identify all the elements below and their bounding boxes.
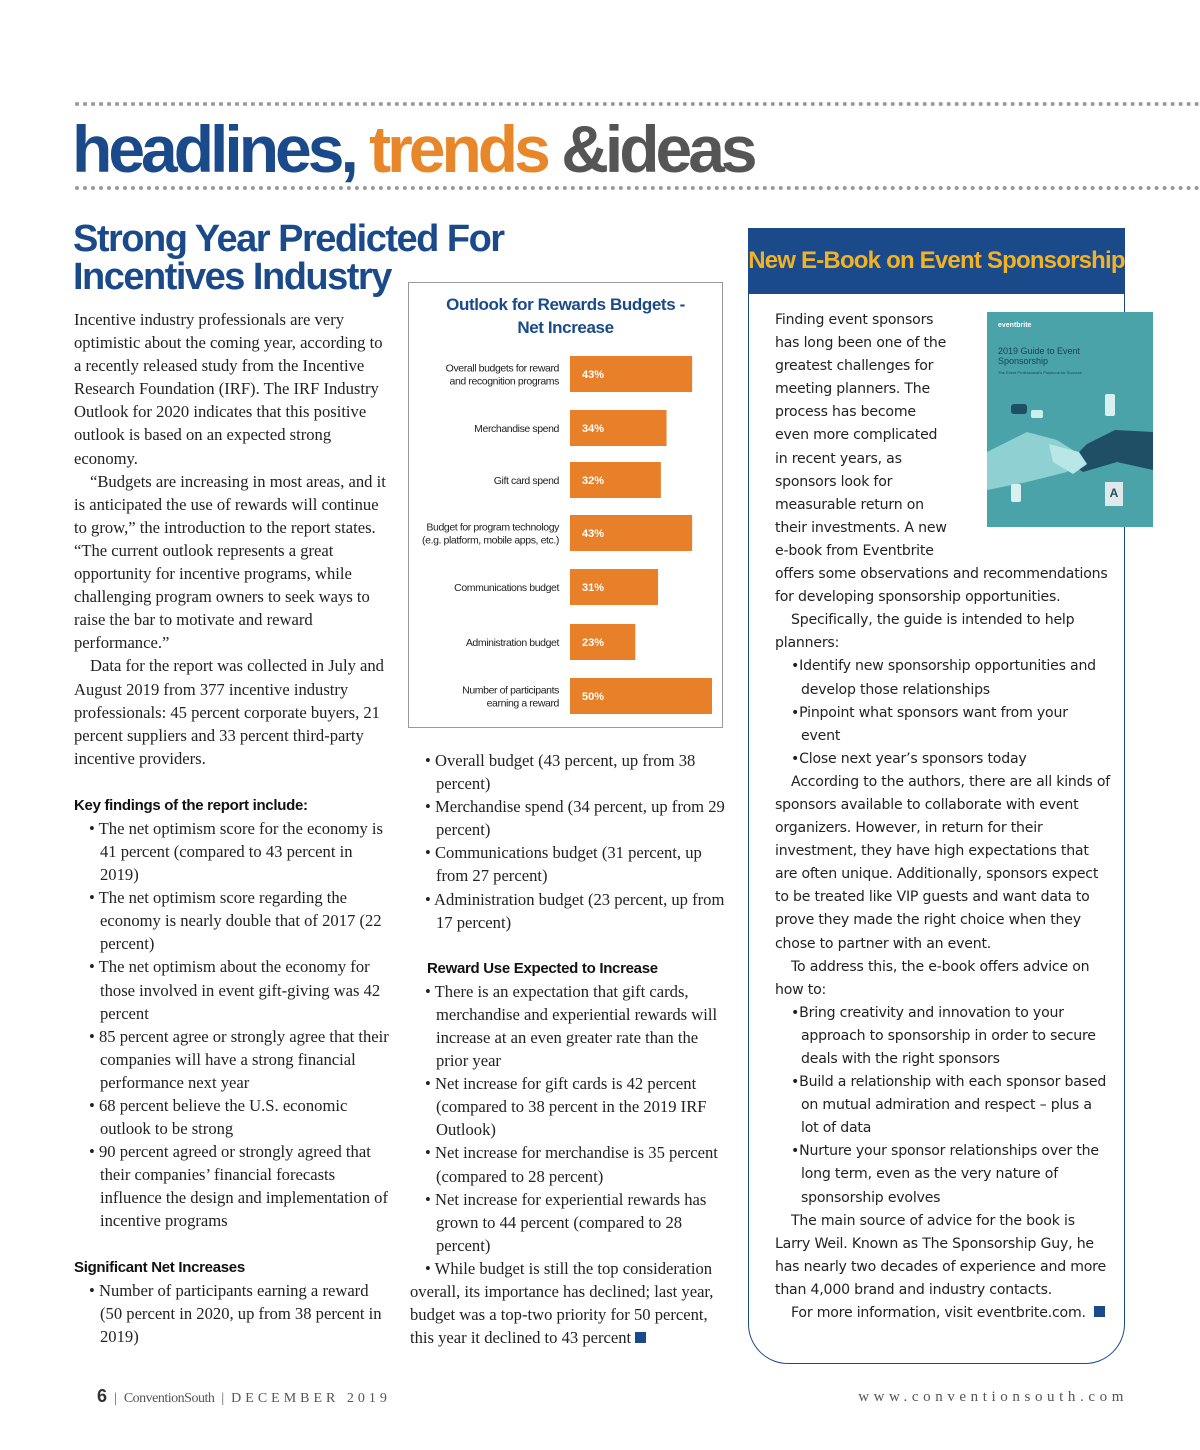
list-item: • Overall budget (43 percent, up from 38 percent) bbox=[425, 751, 696, 794]
chart-category-label: earning a reward bbox=[486, 697, 559, 710]
chart-plot bbox=[409, 283, 721, 726]
masthead-dotted-rule bbox=[75, 186, 1200, 190]
handshake-illustration bbox=[987, 312, 1153, 527]
list-item: • The net optimism score for the economy is 41 percent (compared to 43 percent in 2019) bbox=[89, 818, 384, 885]
key-findings-heading: Key findings of the report include: bbox=[74, 796, 308, 814]
chart-title-line-1: Outlook for Rewards Budgets - bbox=[446, 295, 685, 314]
list-item: • Net increase for experiential rewards has grown to 44 percent (compared to 28 percent) bbox=[425, 1189, 707, 1255]
article-title: Strong Year Predicted For Incentives Industry bbox=[73, 218, 504, 298]
list-item: •Nurture your sponsor relationships over the long term, even as the very nature of sponsorship evolves bbox=[791, 1143, 1099, 1206]
list-item: •Pinpoint what sponsors want from your event bbox=[791, 704, 1068, 744]
cover-title: 2019 Guide to Event Sponsorship bbox=[998, 346, 1081, 366]
list-item: • Net increase for gift cards is 42 percent (compared to 38 percent in the 2019 IRF Outlook) bbox=[425, 1074, 707, 1140]
chart-category-label: Communications budget bbox=[454, 582, 559, 594]
chart-value-label: 43% bbox=[582, 528, 605, 540]
list-item: • 85 percent agree or strongly agree that their companies will have a strong financial performance next year bbox=[89, 1026, 389, 1092]
chart-title-line-2: Net Increase bbox=[517, 318, 614, 337]
end-mark-icon bbox=[1094, 1306, 1105, 1317]
sidebar-paragraph: The main source of advice for the book is Larry Weil. Known as The Sponsorship Guy, he has nearly two decades of experience and more than 4,000 brand and industry contacts. bbox=[775, 1212, 1106, 1298]
cover-subtitle: The Event Professional’s Playbook for Success bbox=[998, 370, 1082, 375]
bar-chart bbox=[408, 282, 723, 728]
sidebar-paragraph: Specifically, the guide is intended to help planners: bbox=[775, 612, 1075, 652]
list-item: •Close next year’s sponsors today bbox=[791, 750, 1027, 767]
chart-category-label: Gift card spend bbox=[493, 475, 559, 487]
article-column-1 bbox=[74, 308, 392, 1348]
list-item: •Build a relationship with each sponsor based on mutual admiration and respect – plus a lot of data bbox=[791, 1074, 1107, 1137]
article-column-2 bbox=[410, 749, 728, 1349]
list-item: • Administration budget (23 percent, up from 17 percent) bbox=[425, 889, 725, 932]
chart-category-label: Budget for program technology bbox=[426, 521, 559, 534]
footer-url: www.conventionsouth.com bbox=[858, 1389, 1128, 1405]
chart-value-label: 23% bbox=[582, 637, 605, 649]
cover-badge: A bbox=[1109, 486, 1119, 500]
list-item: • Number of participants earning a reward (50 percent in 2020, up from 38 percent in 2019) bbox=[89, 1280, 382, 1346]
chart-category-label: Overall budgets for reward bbox=[445, 362, 559, 375]
article-paragraph: Data for the report was collected in July and August 2019 from 377 incentive industry professionals: 45 percent corporate buyers, 21 percent suppliers and 33 percent third-party incentive providers. bbox=[74, 656, 384, 768]
chart-value-label: 31% bbox=[582, 582, 605, 594]
sidebar-title: New E-Book on Event Sponsorship bbox=[748, 228, 1125, 294]
publication-name: ConventionSouth bbox=[123, 1391, 215, 1406]
sidebar-list-2 bbox=[775, 1002, 1110, 1210]
ebook-cover-image bbox=[987, 312, 1153, 527]
list-item: •Identify new sponsorship opportunities and develop those relationships bbox=[791, 658, 1096, 698]
sidebar-paragraph: To address this, the e-book offers advice on how to: bbox=[775, 958, 1090, 998]
net-increases-list bbox=[74, 1279, 392, 1348]
net-increases-list-continued bbox=[410, 749, 728, 934]
list-item: • 68 percent believe the U.S. economic outlook to be strong bbox=[89, 1096, 348, 1139]
top-dotted-rule bbox=[75, 102, 1200, 106]
masthead-ampersand: & bbox=[561, 112, 605, 186]
chart-category-label: Administration budget bbox=[465, 637, 559, 649]
issue-date: DECEMBER 2019 bbox=[231, 1391, 391, 1406]
chart-category-label: and recognition programs bbox=[449, 375, 559, 388]
chart-category-label: Number of participants bbox=[462, 684, 559, 697]
end-mark-icon bbox=[635, 1332, 646, 1343]
sidebar-list-1 bbox=[775, 655, 1110, 770]
chart-value-label: 32% bbox=[582, 475, 605, 487]
list-item: • Communications budget (31 percent, up from 27 percent) bbox=[425, 843, 702, 886]
section-masthead bbox=[72, 113, 754, 185]
list-item: • There is an expectation that gift cards, merchandise and experiential rewards will increase at an even greater rate than the prior year bbox=[425, 981, 718, 1071]
reward-heading: Reward Use Expected to Increase bbox=[427, 959, 658, 977]
footer-left: 6 | ConventionSouth | DECEMBER 2019 bbox=[97, 1386, 391, 1406]
article-paragraph: Incentive industry professionals are very optimistic about the coming year, according to a recently released study from the Incentive Research Foundation (IRF). The IRF Industry Outlook for 2020 indicates that this positive outlook is based on an expected strong economy. bbox=[74, 310, 383, 468]
chart-category-label: (e.g. platform, mobile apps, etc.) bbox=[422, 534, 559, 547]
article-paragraph: “Budgets are increasing in most areas, and it is anticipated the use of rewards will continue to grow,” the introduction to the report states. “The current outlook represents a great opportunity for incentive programs, while challenging program owners to seek ways to raise the bar to motivate and reward performance.” bbox=[74, 471, 386, 653]
list-item: • Merchandise spend (34 percent, up from 29 percent) bbox=[425, 797, 725, 840]
page-number: 6 bbox=[97, 1386, 108, 1406]
sidebar-paragraph: According to the authors, there are all kinds of sponsors available to collaborate with event organizers. However, in return for their investment, they have high expectations that are often unique. Additionally, sponsors expect to be treated like VIP guests and want data to prove they made the right choice when they chose to partner with an event. bbox=[775, 773, 1111, 952]
list-item: • While budget is still the top consideration bbox=[425, 1258, 713, 1278]
chart-value-label: 50% bbox=[582, 691, 605, 703]
net-increases-heading: Significant Net Increases bbox=[74, 1258, 245, 1276]
sidebar-paragraph: For more information, visit eventbrite.com. bbox=[775, 1302, 1110, 1325]
masthead-trends: trends bbox=[369, 112, 547, 186]
chart-category-label: Merchandise spend bbox=[474, 423, 559, 435]
masthead-headlines: headlines, bbox=[72, 112, 355, 186]
key-findings-list bbox=[74, 817, 392, 1233]
chart-value-label: 43% bbox=[582, 369, 605, 381]
reward-list bbox=[410, 980, 728, 1280]
article-closing-paragraph: overall, its importance has declined; last year, budget was a top-two priority for 50 percent, this year it declined to 43 percent bbox=[410, 1281, 714, 1348]
list-item: • The net optimism about the economy for those involved in event gift-giving was 42 percent bbox=[89, 957, 381, 1023]
list-item: • 90 percent agreed or strongly agreed that their companies’ financial forecasts influence the design and implementation of incentive programs bbox=[89, 1142, 389, 1231]
list-item: • Net increase for merchandise is 35 percent (compared to 28 percent) bbox=[425, 1143, 718, 1186]
masthead-ideas: ideas bbox=[604, 112, 754, 186]
chart-value-label: 34% bbox=[582, 423, 605, 435]
sidebar-paragraph: Finding event sponsors has long been one of the greatest challenges for meeting planners. The process has become even more complicated in recent years, as sponsors look for measurable return on their investments. A new e-book from Eventbrite offers some observations and recommendations for developing sponsorship opportunities. bbox=[775, 309, 1110, 609]
list-item: • The net optimism score regarding the economy is nearly double that of 2017 (22 percent) bbox=[89, 888, 382, 954]
list-item: •Bring creativity and innovation to your approach to sponsorship in order to secure deals with the right sponsors bbox=[791, 1004, 1096, 1067]
cover-brand: eventbrite bbox=[998, 322, 1032, 329]
